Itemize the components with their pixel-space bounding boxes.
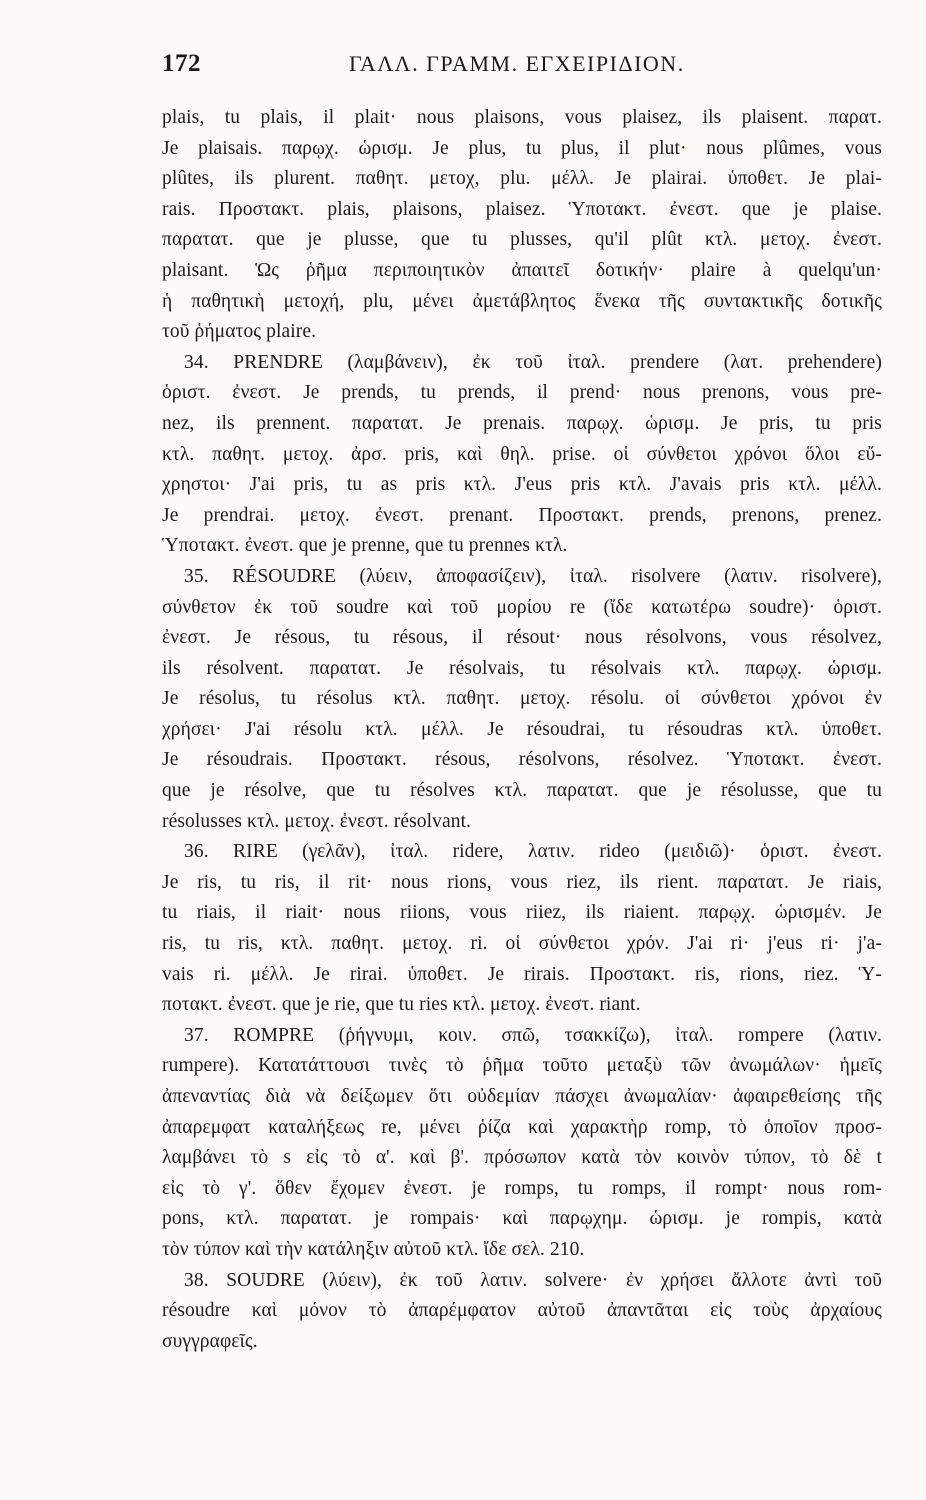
running-head xyxy=(162,50,884,90)
text-line: ἀπεναντίας διὰ νὰ δείξωμεν ὅτι οὐδεμίαν πάσχει ἀνωμαλίαν· ἀφαιρεθείσης τῆς xyxy=(162,1086,882,1107)
text-line: tu riais, il riait· nous riions, vous riiez, ils riaient. παρῳχ. ὡρισμέν. Je xyxy=(162,902,882,924)
text-line: τὸν τύπον καὶ τὴν κατάληξιν αὐτοῦ κτλ. ἴδε σελ. 210. xyxy=(162,1238,585,1260)
text-line: pons, κτλ. παρατατ. je rompais· καὶ παρῳχημ. ὡρισμ. je rompis, κατὰ xyxy=(162,1208,882,1230)
text-line: nez, ils prennent. παρατατ. Je prenais. παρῳχ. ὡρισμ. Je pris, tu pris xyxy=(162,412,882,434)
text-line: Ὑποτακτ. ἐνεστ. que je prenne, que tu prennes κτλ. xyxy=(162,535,568,557)
text-line: rais. Προστακτ. plais, plaisons, plaisez. Ὑποτακτ. ἐνεστ. que je plaise. xyxy=(162,198,882,220)
text-line: παρατατ. que je plusse, que tu plusses, qu'il plût κτλ. μετοχ. ἐνεστ. xyxy=(162,229,882,251)
text-line: Je plaisais. παρῳχ. ὡρισμ. Je plus, tu plus, il plut· nous plûmes, vous xyxy=(162,137,882,159)
text-line: plaisant. Ὡς ῥῆμα περιποιητικὸν ἀπαιτεῖ δοτικήν· plaire à quelqu'un· xyxy=(162,259,882,281)
text-line: 34. PRENDRE (λαμβάνειν), ἐκ τοῦ ἰταλ. prendere (λατ. prehendere) xyxy=(184,351,882,373)
text-line: Je résoudrais. Προστακτ. résous, résolvons, résolvez. Ὑποτακτ. ἐνεστ. xyxy=(162,749,882,771)
text-line: ὁριστ. ἐνεστ. Je prends, tu prends, il prend· nous prenons, vous pre- xyxy=(162,382,882,404)
text-line: résoudre καὶ μόνον τὸ ἀπαρέμφατον αὐτοῦ ἀπαντᾶται εἰς τοὺς ἀρχαίους xyxy=(162,1300,882,1322)
text-line: εἰς τὸ γ'. ὅθεν ἔχομεν ἐνεστ. je romps, tu romps, il rompt· nous rom- xyxy=(162,1177,882,1199)
page-number: 172 xyxy=(162,50,201,77)
text-line: Je prendrai. μετοχ. ἐνεστ. prenant. Προστακτ. prends, prenons, prenez. xyxy=(162,504,882,526)
text-line: ris, tu ris, κτλ. παθητ. μετοχ. ri. οἱ σύνθετοι χρόν. J'ai ri· j'eus ri· j'a- xyxy=(162,933,882,955)
body-text xyxy=(162,103,882,1357)
text-line: ἐνεστ. Je résous, tu résous, il résout· nous résolvons, vous résolvez, xyxy=(162,627,882,649)
text-line: 36. RIRE (γελᾶν), ἰταλ. ridere, λατιν. rideo (μειδιῶ)· ὁριστ. ἐνεστ. xyxy=(184,841,882,863)
text-line: résolusses κτλ. μετοχ. ἐνεστ. résolvant. xyxy=(162,810,472,832)
text-line: χρήσει· J'ai résolu κτλ. μέλλ. Je résoudrai, tu résoudras κτλ. ὑποθετ. xyxy=(162,718,882,740)
text-line: Je résolus, tu résolus κτλ. παθητ. μετοχ. résolu. οἱ σύνθετοι χρόνοι ἐν xyxy=(162,688,882,710)
text-line: τοῦ ῥήματος plaire. xyxy=(162,321,317,343)
text-line: κτλ. παθητ. μετοχ. ἀρσ. pris, καὶ θηλ. prise. οἱ σύνθετοι χρόνοι ὅλοι εὔ- xyxy=(162,443,882,465)
text-line: χρηστοι· J'ai pris, tu as pris κτλ. J'eus pris κτλ. J'avais pris κτλ. μέλλ. xyxy=(162,474,882,496)
text-line: rumpere). Κατατάττουσι τινὲς τὸ ῥῆμα τοῦτο μεταξὺ τῶν ἀνωμάλων· ἡμεῖς xyxy=(162,1055,882,1077)
text-line: 37. ROMPRE (ῥήγνυμι, κοιν. σπῶ, τσακκίζω), ἰταλ. rompere (λατιν. xyxy=(184,1024,882,1046)
text-line: ἡ παθητικὴ μετοχή, plu, μένει ἀμετάβλητος ἕνεκα τῆς συντακτικῆς δοτικῆς xyxy=(162,290,882,312)
text-line: plûtes, ils plurent. παθητ. μετοχ, plu. μέλλ. Je plairai. ὑποθετ. Je plai- xyxy=(162,168,882,190)
text-line: λαμβάνει τὸ s εἰς τὸ α'. καὶ β'. πρόσωπον κατὰ τὸν κοινὸν τύπον, τὸ δὲ t xyxy=(162,1147,882,1169)
text-line: ποτακτ. ἐνεστ. que je rie, que tu ries κτλ. μετοχ. ἐνεστ. riant. xyxy=(162,994,641,1016)
text-line: ils résolvent. παρατατ. Je résolvais, tu résolvais κτλ. παρῳχ. ὡρισμ. xyxy=(162,657,882,679)
text-line: ἀπαρεμφατ καταλήξεως re, μένει ῥίζα καὶ χαρακτὴρ romp, τὸ ὁποῖον προσ- xyxy=(162,1116,882,1138)
text-line: 38. SOUDRE (λύειν), ἐκ τοῦ λατιν. solvere· ἐν χρήσει ἄλλοτε ἀντὶ τοῦ xyxy=(184,1269,882,1291)
text-line: Je ris, tu ris, il rit· nous rions, vous riez, ils rient. παρατατ. Je riais, xyxy=(162,871,882,893)
running-title: ΓΑΛΛ. ΓΡΑΜΜ. ΕΓΧΕΙΡΙΔΙΟΝ. xyxy=(349,51,685,76)
text-line: σύνθετον ἐκ τοῦ soudre καὶ τοῦ μορίου re (ἴδε κατωτέρω soudre)· ὁριστ. xyxy=(162,596,882,618)
text-line: que je résolve, que tu résolves κτλ. παρατατ. que je résolusse, que tu xyxy=(162,780,882,802)
text-line: plais, tu plais, il plait· nous plaisons, vous plaisez, ils plaisent. παρατ. xyxy=(162,107,882,128)
text-line: vais ri. μέλλ. Je rirai. ὑποθετ. Je rirais. Προστακτ. ris, rions, riez. Ὑ- xyxy=(162,963,882,985)
text-line: 35. RÉSOUDRE (λύειν, ἀποφασίζειν), ἰταλ. risolvere (λατιν. risolvere), xyxy=(184,565,882,587)
text-line: συγγραφεῖς. xyxy=(162,1330,258,1352)
